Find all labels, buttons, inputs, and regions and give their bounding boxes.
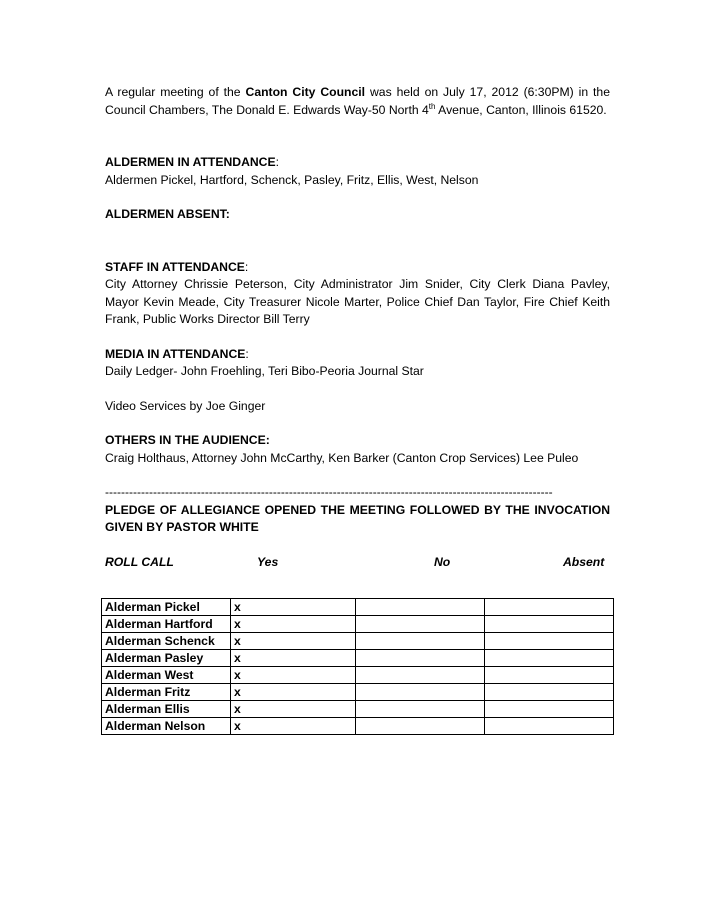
roll-cell-name: Alderman Pickel — [102, 599, 231, 616]
roll-call-no-label: No — [434, 554, 451, 569]
roll-cell-yes: x — [231, 650, 356, 667]
roll-cell-absent — [485, 616, 614, 633]
roll-call-label: ROLL CALL — [105, 554, 174, 569]
aldermen-absent-heading: ALDERMEN ABSENT: — [105, 207, 230, 221]
roll-cell-absent — [485, 633, 614, 650]
media-list: Daily Ledger- John Froehling, Teri Bibo-Peoria Journal Star — [105, 364, 424, 378]
intro-text-1: A regular meeting of the — [105, 85, 246, 99]
minutes-body — [105, 84, 610, 572]
roll-cell-yes: x — [231, 718, 356, 735]
roll-cell-absent — [485, 684, 614, 701]
roll-call-header — [105, 554, 610, 572]
divider-line: ---------------------------------------------------------------------------------------------------------------- — [105, 485, 553, 499]
video-services: Video Services by Joe Ginger — [105, 398, 266, 413]
roll-cell-name: Alderman Nelson — [102, 718, 231, 735]
intro-text-2: was held on July 17, 2012 (6:30PM) in the Council Chambers, The Donald E. Edwards Way-50 North 4 — [105, 85, 610, 117]
staff-list: City Attorney Chrissie Peterson, City Administrator Jim Snider, City Clerk Diana Pavley, Mayor Kevin Meade, City Treasurer Nicole Marter, Police Chief Dan Taylor, Fire Chief Keith Frank, Public Works Director Bill Terry — [105, 277, 610, 326]
roll-cell-name: Alderman Schenck — [102, 633, 231, 650]
table-row — [102, 701, 614, 718]
roll-call-absent-label: Absent — [563, 554, 605, 569]
media-heading: MEDIA IN ATTENDANCE: — [105, 346, 249, 361]
council-name: Canton City Council — [245, 85, 366, 99]
roll-cell-no — [356, 718, 485, 735]
roll-cell-no — [356, 633, 485, 650]
others-heading: OTHERS IN THE AUDIENCE: — [105, 433, 270, 447]
roll-cell-name: Alderman Ellis — [102, 701, 231, 718]
ordinal-suffix: th — [428, 101, 436, 111]
others-list: Craig Holthaus, Attorney John McCarthy, Ken Barker (Canton Crop Services) Lee Puleo — [105, 450, 579, 465]
roll-cell-yes: x — [231, 599, 356, 616]
roll-cell-no — [356, 650, 485, 667]
roll-cell-name: Alderman West — [102, 667, 231, 684]
roll-cell-absent — [485, 718, 614, 735]
roll-cell-name: Alderman Hartford — [102, 616, 231, 633]
intro-text-3: Avenue, Canton, Illinois 61520. — [435, 102, 607, 117]
table-row — [102, 633, 614, 650]
roll-cell-absent — [485, 667, 614, 684]
table-row — [102, 650, 614, 667]
roll-cell-yes: x — [231, 684, 356, 701]
staff-heading: STAFF IN ATTENDANCE: — [105, 259, 249, 274]
roll-cell-yes: x — [231, 633, 356, 650]
roll-cell-absent — [485, 650, 614, 667]
roll-cell-no — [356, 684, 485, 701]
roll-cell-no — [356, 616, 485, 633]
table-row — [102, 718, 614, 735]
roll-cell-name: Alderman Fritz — [102, 684, 231, 701]
roll-cell-yes: x — [231, 616, 356, 633]
roll-cell-no — [356, 667, 485, 684]
intro-paragraph — [105, 84, 610, 119]
pledge-text: PLEDGE OF ALLEGIANCE OPENED THE MEETING FOLLOWED BY THE INVOCATION GIVEN BY PASTOR WHITE — [105, 502, 610, 534]
roll-call-table — [101, 598, 614, 735]
roll-cell-yes: x — [231, 701, 356, 718]
roll-cell-absent — [485, 599, 614, 616]
roll-cell-no — [356, 701, 485, 718]
aldermen-attendance-heading: ALDERMEN IN ATTENDANCE: — [105, 155, 280, 169]
table-row — [102, 616, 614, 633]
roll-cell-yes: x — [231, 667, 356, 684]
aldermen-attendance-list: Aldermen Pickel, Hartford, Schenck, Pasley, Fritz, Ellis, West, Nelson — [105, 172, 479, 187]
roll-cell-name: Alderman Pasley — [102, 650, 231, 667]
table-row — [102, 599, 614, 616]
roll-cell-no — [356, 599, 485, 616]
table-row — [102, 667, 614, 684]
table-row — [102, 684, 614, 701]
roll-call-yes-label: Yes — [257, 554, 279, 569]
roll-cell-absent — [485, 701, 614, 718]
